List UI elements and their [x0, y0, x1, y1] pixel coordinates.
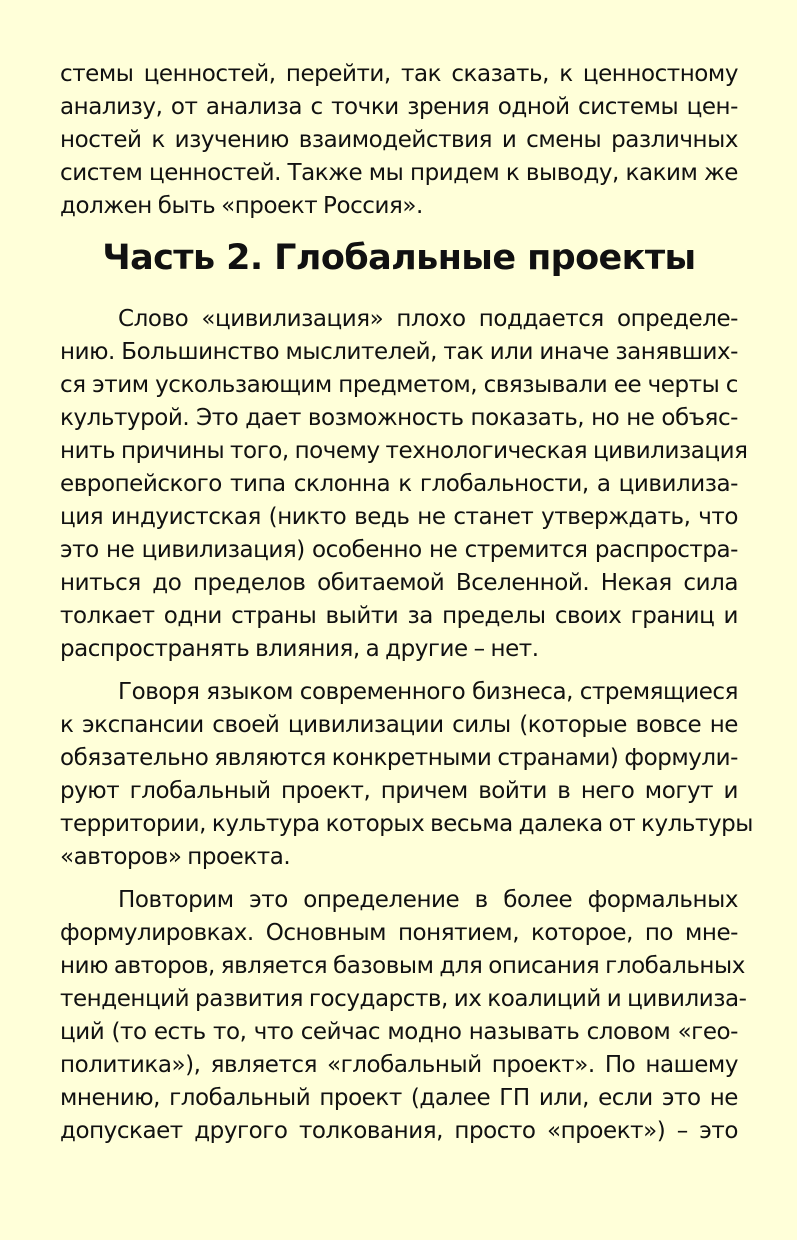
text-line: должен быть «проект Россия».	[60, 193, 423, 219]
page-body	[60, 58, 753, 1158]
text-line: анализу, от анализа с точки зрения одной системы цен-	[60, 94, 738, 120]
paragraph-3	[60, 884, 747, 1148]
text-line: формулировках. Основным понятием, которое, по мне-	[60, 920, 738, 946]
text-line: «авторов» проекта.	[60, 844, 291, 870]
text-line: ция индуистская (никто ведь не станет утверждать, что	[60, 504, 738, 530]
text-line: нию. Большинство мыслителей, так или иначе занявших-	[60, 339, 738, 365]
paragraph-2	[60, 676, 753, 874]
text-line: руют глобальный проект, причем войти в него могут и	[60, 778, 738, 804]
text-line: политика»), является «глобальный проект». По нашему	[60, 1052, 738, 1078]
text-line: Говоря языком современного бизнеса, стремящиеся	[118, 679, 738, 705]
text-line: стемы ценностей, перейти, так сказать, к ценностному	[60, 61, 738, 87]
text-line: мнению, глобальный проект (далее ГП или, если это не	[60, 1085, 738, 1111]
text-line: европейского типа склонна к глобальности, а цивилиза-	[60, 471, 738, 497]
text-line: распространять влияния, а другие – нет.	[60, 636, 539, 662]
section-heading: Часть 2. Глобальные проекты	[102, 238, 696, 278]
text-line: это не цивилизация) особенно не стремится распростра-	[60, 537, 738, 563]
text-line: Повторим это определение в более формальных	[118, 887, 738, 913]
text-line: тенденций развития государств, их коалиций и цивилиза-	[60, 986, 747, 1012]
paragraph-1	[60, 303, 748, 666]
text-line: систем ценностей. Также мы придем к выводу, каким же	[60, 160, 738, 186]
text-line: толкает одни страны выйти за пределы своих границ и	[60, 603, 738, 629]
text-line: ся этим ускользающим предметом, связывали ее черты с	[60, 372, 738, 398]
text-line: культурой. Это дает возможность показать, но не объяс-	[60, 405, 738, 431]
text-line: ностей к изучению взаимодействия и смены различных	[60, 127, 738, 153]
text-line: обязательно являются конкретными странами) формули-	[60, 745, 738, 771]
text-line: допускает другого толкования, просто «проект») – это	[60, 1118, 738, 1144]
text-line: нию авторов, является базовым для описания глобальных	[60, 953, 745, 979]
intro-paragraph	[60, 58, 738, 223]
text-line: нить причины того, почему технологическая цивилизация	[60, 438, 748, 464]
text-line: Слово «цивилизация» плохо поддается определе-	[118, 306, 738, 332]
text-line: территории, культура которых весьма далека от культуры	[60, 811, 753, 837]
text-line: к экспансии своей цивилизации силы (которые вовсе не	[60, 712, 738, 738]
text-line: ниться до пределов обитаемой Вселенной. Некая сила	[60, 570, 738, 596]
text-line: ций (то есть то, что сейчас модно называть словом «гео-	[60, 1019, 738, 1045]
